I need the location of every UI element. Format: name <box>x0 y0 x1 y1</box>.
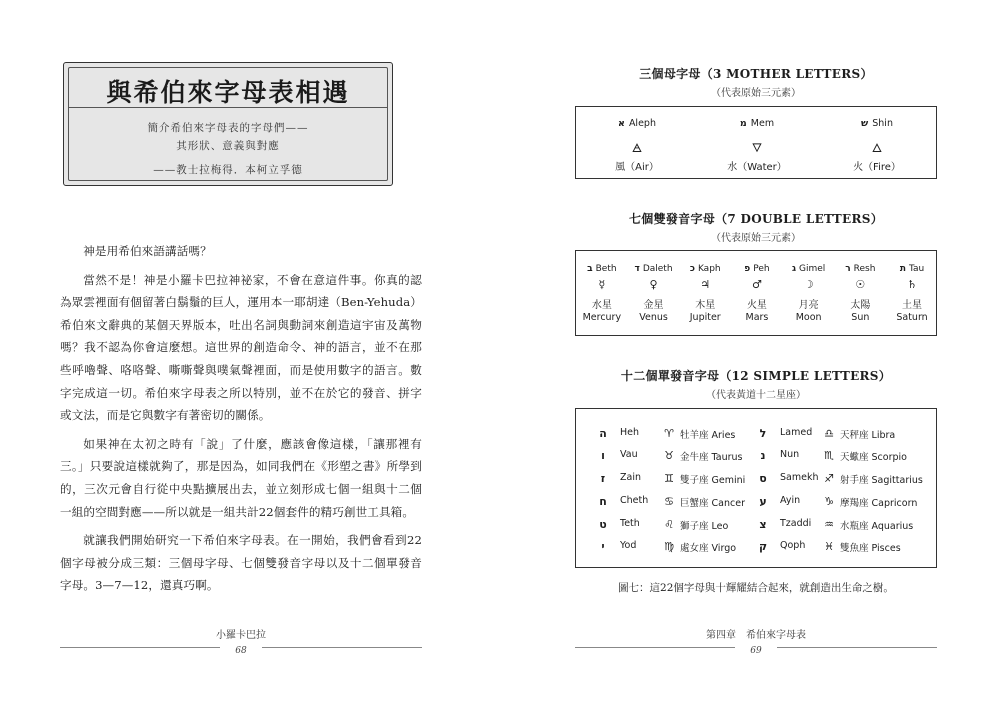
planet-name-zh: 太陽 <box>850 300 871 311</box>
mother-letter-aleph <box>577 107 697 173</box>
taurus-symbol-icon: ♉ <box>664 449 674 462</box>
element-label: 火（Fire） <box>853 162 901 173</box>
libra-symbol-icon: ♎ <box>824 427 834 440</box>
double-letter-peh <box>731 251 783 323</box>
planet-name-zh: 土星 <box>902 300 923 311</box>
hebrew-glyph: י <box>601 540 605 553</box>
mother-letters-box <box>575 106 937 179</box>
double-heading-text: 七個雙發音字母（7 DOUBLE LETTERS） <box>628 212 884 226</box>
scorpio-symbol-icon: ♏ <box>824 449 834 462</box>
planet-name-en: Venus <box>639 312 668 323</box>
letter-name: Yod <box>620 540 637 551</box>
letter-name: Nun <box>780 449 800 460</box>
letter-name: Tzaddi <box>780 518 812 529</box>
byline: ——教士拉梅得．本柯立孚德 <box>153 164 303 176</box>
letter-name: Cheth <box>620 495 649 506</box>
subtitle-line-2: 其形狀、意義與對應 <box>176 140 280 152</box>
letter-name: Mem <box>750 118 775 129</box>
mother-letters-heading <box>575 65 937 99</box>
planet-name-zh: 水星 <box>591 300 612 311</box>
left-footer-rule-right <box>262 647 422 648</box>
sign-name: 天秤座 Libra <box>840 430 896 441</box>
letter-name: Kaph <box>697 264 721 274</box>
subtitle-line-1: 簡介希伯來字母表的字母們—— <box>147 122 309 134</box>
simple-letters-heading <box>575 367 937 401</box>
simple-subheading-text: （代表黃道十二星座） <box>706 390 806 401</box>
letter-name: Shin <box>872 118 893 129</box>
mother-heading-text: 三個母字母（3 MOTHER LETTERS） <box>639 67 873 81</box>
simple-heading-text: 十二個單發音字母（12 SIMPLE LETTERS） <box>620 369 892 383</box>
planet-name-zh: 火星 <box>746 300 767 311</box>
chapter-title-box <box>63 62 393 186</box>
hebrew-glyph: ח <box>599 495 607 508</box>
planet-name-zh: 木星 <box>695 300 716 311</box>
sign-name: 射手座 Sagittarius <box>840 475 923 486</box>
double-letter-kaph <box>679 251 731 323</box>
virgo-symbol-icon: ♍ <box>664 540 674 553</box>
sign-name: 摩羯座 Capricorn <box>840 498 918 509</box>
hebrew-glyph: ו <box>601 449 605 462</box>
hebrew-glyph: ד <box>634 264 640 274</box>
capricorn-symbol-icon: ♑ <box>824 495 834 508</box>
letter-name: Qoph <box>780 540 806 551</box>
letter-name: Gimel <box>799 264 826 274</box>
planet-name-en: Sun <box>851 312 870 323</box>
simple-letters-box <box>575 408 937 568</box>
hebrew-glyph: ס <box>759 472 767 485</box>
letter-name: Zain <box>620 472 641 483</box>
right-footer-rule-left <box>575 647 735 648</box>
paragraph: 如果神在太初之時有「說」了什麼，應該會像這樣，「讓那裡有三。」只要說這樣就夠了，那是因為，如同我們在《形塑之書》所學到的，三次元會自行從中央點擴展出去，並立刻形成七個一組與十二個一組的空間對應——所以就是一組共計22個套件的精巧創世工具箱。 <box>60 436 422 519</box>
mercury-symbol-icon: ☿ <box>598 278 606 291</box>
letter-name: Daleth <box>642 264 673 274</box>
planet-name-en: Mars <box>745 312 769 323</box>
gemini-symbol-icon: ♊ <box>664 472 674 485</box>
sign-name: 天蠍座 Scorpio <box>840 452 907 463</box>
sign-name: 雙魚座 Pisces <box>840 543 901 554</box>
planet-name-en: Moon <box>795 312 822 323</box>
hebrew-glyph: ש <box>861 118 869 129</box>
left-footer-title: 小羅卡巴拉 <box>216 630 266 641</box>
venus-symbol-icon: ♀ <box>649 278 658 291</box>
sign-name: 牡羊座 Aries <box>680 430 736 441</box>
body-text <box>60 240 422 603</box>
double-letters-box <box>575 250 937 336</box>
hebrew-glyph: ק <box>758 540 768 553</box>
hebrew-glyph: צ <box>759 518 767 531</box>
double-letter-gimel <box>783 251 835 323</box>
pisces-symbol-icon: ♓ <box>824 540 834 553</box>
sign-name: 水瓶座 Aquarius <box>840 521 914 532</box>
planet-name-zh: 月亮 <box>798 300 819 311</box>
letter-name: Tau <box>908 264 925 274</box>
letter-name: Teth <box>620 518 640 529</box>
sign-name: 獅子座 Leo <box>680 521 729 532</box>
sagittarius-symbol-icon: ♐ <box>824 472 834 485</box>
air-symbol-icon: 🜁 <box>631 141 643 155</box>
water-symbol-icon: 🜄 <box>751 141 763 155</box>
hebrew-glyph: ג <box>791 264 797 274</box>
figure-caption: 圖七：這22個字母與十輝耀結合起來，就創造出生命之樹。 <box>618 582 894 594</box>
title-divider <box>68 107 388 108</box>
hebrew-glyph: ה <box>599 427 607 440</box>
sign-name: 金牛座 Taurus <box>680 452 743 463</box>
sun-symbol-icon: ☉ <box>855 278 866 291</box>
double-letter-beth <box>576 251 628 323</box>
letter-name: Lamed <box>780 427 813 438</box>
right-footer <box>575 626 937 656</box>
letter-name: Heh <box>620 427 640 438</box>
double-letter-daleth <box>628 251 680 323</box>
paragraph: 神是用希伯來語講話嗎？ <box>83 244 212 258</box>
letter-name: Resh <box>853 264 876 274</box>
left-page-number: 68 <box>235 646 247 656</box>
hebrew-glyph: נ <box>760 449 766 462</box>
letter-name: Aleph <box>628 118 656 129</box>
sign-name: 處女座 Virgo <box>680 543 737 554</box>
planet-name-en: Jupiter <box>689 312 721 323</box>
hebrew-glyph: ר <box>845 264 851 274</box>
leo-symbol-icon: ♌ <box>664 518 674 531</box>
letter-name: Beth <box>595 264 617 274</box>
letter-name: Peh <box>753 264 770 274</box>
mother-letter-shin <box>817 107 937 173</box>
planet-name-zh: 金星 <box>643 300 664 311</box>
right-footer-rule-right <box>777 647 937 648</box>
hebrew-glyph: כ <box>689 264 695 274</box>
aries-symbol-icon: ♈ <box>664 427 674 440</box>
cancer-symbol-icon: ♋ <box>664 495 674 508</box>
right-footer-title: 第四章 希伯來字母表 <box>706 630 806 641</box>
moon-symbol-icon: ☽ <box>803 278 814 291</box>
hebrew-glyph: ע <box>759 495 767 508</box>
saturn-symbol-icon: ♄ <box>907 278 917 291</box>
letter-name: Samekh <box>780 472 819 483</box>
double-letters-heading <box>575 210 937 244</box>
mother-letter-mem <box>697 107 817 173</box>
hebrew-glyph: ט <box>599 518 607 531</box>
planet-name-en: Saturn <box>896 312 928 323</box>
double-subheading-text: （代表原始三元素） <box>711 233 801 244</box>
hebrew-glyph: ז <box>600 472 606 485</box>
letter-name: Ayin <box>780 495 801 506</box>
left-footer <box>60 626 422 656</box>
hebrew-glyph: א <box>618 118 625 129</box>
hebrew-glyph: ל <box>759 427 767 440</box>
paragraph: 當然不是！神是小羅卡巴拉神祕家，不會在意這件事。你真的認為眾雲裡面有個留著白鬍鬚的巨人，運用本一耶胡達（Ben-Yehuda）希伯來文辭典的某個天界版本，吐出名詞與動詞來創造這宇宙及萬物嗎？我不認為你會這麼想。這世界的創造命令、神的語言，並不在那些呼嚕聲、咯咯聲、嘶嘶聲與噗氣聲裡面，而是使用數字的語言。數字完成這一切。希伯來字母表之所以特別，並不在於它的發音、拼字或文法，而是它與數字有著密切的關係。 <box>60 272 422 423</box>
sign-name: 巨蟹座 Cancer <box>680 498 745 509</box>
fire-symbol-icon: 🜂 <box>871 141 883 155</box>
hebrew-glyph: ת <box>899 264 906 274</box>
aquarius-symbol-icon: ♒ <box>824 518 834 531</box>
sign-name: 雙子座 Gemini <box>680 475 746 486</box>
double-letter-tau <box>886 251 938 323</box>
double-letter-resh <box>835 251 887 323</box>
right-page-number: 69 <box>750 646 762 656</box>
element-label: 風（Air） <box>615 162 659 173</box>
hebrew-glyph: מ <box>739 118 747 129</box>
planet-name-en: Mercury <box>582 312 622 323</box>
element-label: 水（Water） <box>727 162 787 173</box>
mother-subheading-text: （代表原始三元素） <box>711 88 801 99</box>
chapter-title: 與希伯來字母表相遇 <box>106 78 350 107</box>
paragraph: 就讓我們開始研究一下希伯來字母表。在一開始，我們會看到22個字母被分成三類：三個母字母、七個雙發音字母以及十二個單發音字母。3—7—12，還真巧啊。 <box>60 533 422 593</box>
hebrew-glyph: פ <box>744 264 751 274</box>
hebrew-glyph: ב <box>587 264 593 274</box>
mars-symbol-icon: ♂ <box>752 278 762 291</box>
left-footer-rule-left <box>60 647 220 648</box>
jupiter-symbol-icon: ♃ <box>700 278 711 291</box>
letter-name: Vau <box>620 449 638 460</box>
